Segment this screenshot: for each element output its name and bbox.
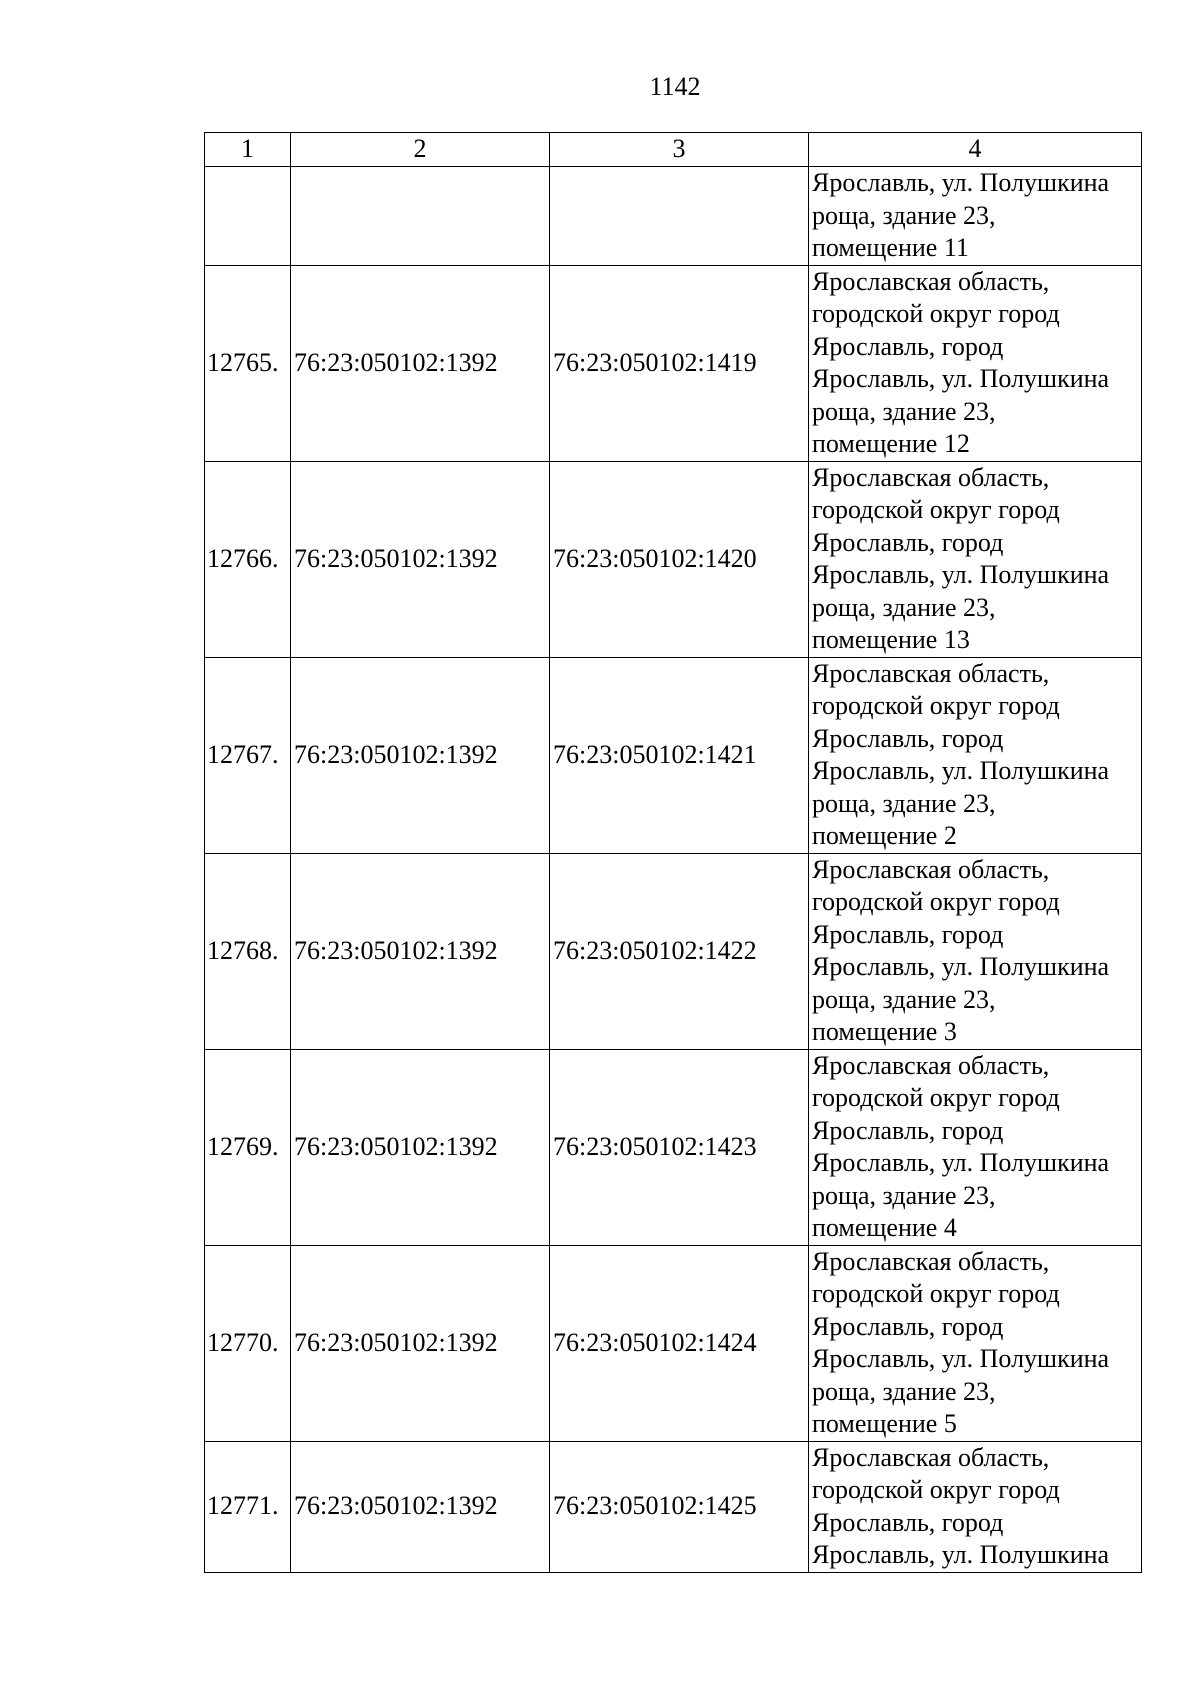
address-cell [809,657,1142,853]
registry-table [204,132,1142,1573]
address-line: городской округ город [812,1475,1060,1504]
address-line: городской округ город [812,691,1060,720]
table-row [205,853,1142,1049]
address-line: роща, здание 23, [812,984,996,1014]
cadastral-number-cell: 76:23:050102:1423 [550,1049,809,1245]
table-row [205,1049,1142,1245]
header-cell-2: 2 [291,133,550,167]
address-line: Ярославская область, [812,658,1050,688]
cadastral-number-cell: 76:23:050102:1422 [550,853,809,1049]
address-cell [809,853,1142,1049]
address-cell [809,1049,1142,1245]
address-line: Ярославль, ул. Полушкина [812,560,1110,589]
address-cell [809,1245,1142,1441]
cadastral-number-cell: 76:23:050102:1419 [550,265,809,461]
row-number-cell: 12768. [205,853,291,1049]
table-row [205,265,1142,461]
address-line: городской округ город [812,299,1060,328]
address-line: помещение 13 [812,625,970,654]
address-line: Ярославская область, [812,854,1050,884]
address-line: городской округ город [812,1279,1060,1308]
address-line: Ярославль, город [812,1507,1004,1537]
address-line: Ярославль, город [812,1115,1004,1145]
row-number-cell: 12769. [205,1049,291,1245]
address-line: Ярославль, город [812,331,1004,361]
table-row [205,657,1142,853]
cadastral-number-cell: 76:23:050102:1421 [550,657,809,853]
address-line: Ярославская область, [812,1050,1050,1080]
address-line: помещение 12 [812,429,970,458]
address-line: Ярославль, город [812,919,1004,949]
address-line: помещение 3 [812,1017,957,1046]
cadastral-number-cell: 76:23:050102:1392 [291,1049,550,1245]
address-line: Ярославская область, [812,1246,1050,1276]
header-cell-3: 3 [550,133,809,167]
address-cell [809,461,1142,657]
cadastral-number-cell: 76:23:050102:1424 [550,1245,809,1441]
header-cell-1: 1 [205,133,291,167]
address-line: городской округ город [812,495,1060,524]
row-number-cell [205,167,291,266]
address-line: Ярославль, ул. Полушкина [812,168,1110,197]
cadastral-number-cell [550,167,809,266]
cadastral-number-cell: 76:23:050102:1392 [291,657,550,853]
cadastral-number-cell: 76:23:050102:1392 [291,1245,550,1441]
header-row [205,133,1142,167]
address-line: помещение 2 [812,821,957,850]
row-number-cell: 12767. [205,657,291,853]
cadastral-number-cell: 76:23:050102:1392 [291,461,550,657]
cadastral-number-cell: 76:23:050102:1425 [550,1441,809,1572]
address-line: Ярославль, город [812,1311,1004,1341]
table-body [205,133,1142,1573]
cadastral-number-cell: 76:23:050102:1392 [291,265,550,461]
address-line: помещение 4 [812,1213,957,1242]
address-cell [809,167,1142,266]
cadastral-number-cell: 76:23:050102:1420 [550,461,809,657]
cadastral-number-cell: 76:23:050102:1392 [291,853,550,1049]
address-line: роща, здание 23, [812,1376,996,1406]
address-line: Ярославская область, [812,266,1050,296]
address-line: городской округ город [812,887,1060,916]
address-line: Ярославль, ул. Полушкина [812,1148,1110,1177]
page-number: 1142 [649,72,701,101]
address-line: помещение 5 [812,1409,957,1438]
address-line: роща, здание 23, [812,788,996,818]
address-line: роща, здание 23, [812,592,996,622]
address-line: Ярославская область, [812,462,1050,492]
address-line: Ярославль, ул. Полушкина [812,1540,1110,1569]
address-line: Ярославль, ул. Полушкина [812,1344,1110,1373]
row-number-cell: 12765. [205,265,291,461]
header-cell-4: 4 [809,133,1142,167]
row-number-cell: 12770. [205,1245,291,1441]
address-line: Ярославль, ул. Полушкина [812,756,1110,785]
row-number-cell: 12771. [205,1441,291,1572]
address-line: роща, здание 23, [812,1180,996,1210]
address-line: помещение 11 [812,233,969,262]
address-line: городской округ город [812,1083,1060,1112]
cadastral-number-cell: 76:23:050102:1392 [291,1441,550,1572]
cadastral-number-cell [291,167,550,266]
address-line: Ярославская область, [812,1442,1050,1472]
address-line: роща, здание 23, [812,200,996,230]
table-row [205,461,1142,657]
address-line: Ярославль, город [812,723,1004,753]
address-line: роща, здание 23, [812,396,996,426]
address-cell [809,265,1142,461]
table-row [205,167,1142,266]
address-line: Ярославль, ул. Полушкина [812,952,1110,981]
address-cell [809,1441,1142,1572]
address-line: Ярославль, город [812,527,1004,557]
table-row [205,1245,1142,1441]
table-row [205,1441,1142,1572]
address-line: Ярославль, ул. Полушкина [812,364,1110,393]
row-number-cell: 12766. [205,461,291,657]
